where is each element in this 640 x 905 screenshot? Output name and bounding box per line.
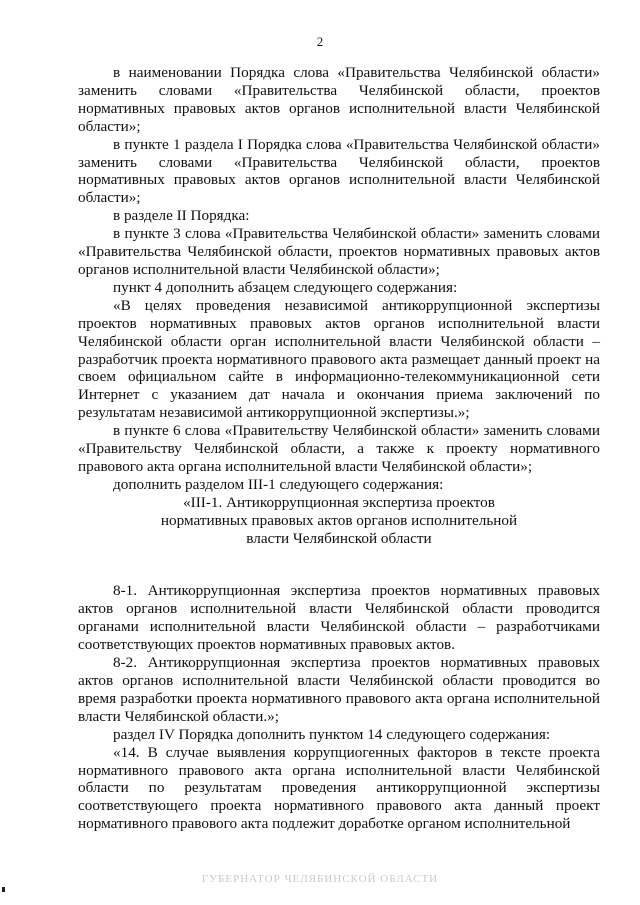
- section-heading: [78, 494, 600, 548]
- paragraph: пункт 4 дополнить абзацем следующего содержания:: [113, 278, 458, 296]
- scan-mark: [2, 887, 5, 892]
- section-heading-line: «III-1. Антикоррупционная экспертиза проектов: [183, 493, 495, 511]
- paragraph: 8-2. Антикоррупционная экспертиза проектов нормативных правовых актов органов исполнительной власти Челябинской области проводится во время разработки проекта нормативного правового акта органа исполнительной власти Челябинской области.»;: [78, 654, 600, 725]
- paragraph: «В целях проведения независимой антикоррупционной экспертизы проектов нормативных правовых актов органов исполнительной власти Челябинской области орган исполнительной власти Челябинской области – разработчик проекта нормативного правового акта размещает данный проект на своем официальном сайте в информационно-телекоммуникационной сети Интернет с указанием дат начала и окончания приема заключений по результатам независимой антикоррупционной экспертизы.»;: [78, 296, 600, 422]
- footer-stamp: ГУБЕРНАТОР ЧЕЛЯБИНСКОЙ ОБЛАСТИ: [201, 873, 439, 885]
- paragraph: дополнить разделом III-1 следующего содержания:: [113, 475, 444, 493]
- paragraph: в пункте 3 слова «Правительства Челябинской области» заменить словами «Правительства Челябинской области, проектов нормативных правовых актов органов исполнительной власти Челябинской области»;: [78, 225, 600, 278]
- paragraph: раздел IV Порядка дополнить пунктом 14 следующего содержания:: [113, 725, 551, 743]
- section-heading-line: нормативных правовых актов органов исполнительной: [160, 511, 518, 529]
- paragraph: «14. В случае выявления коррупциогенных факторов в тексте проекта нормативного правового акта органа исполнительной власти Челябинской области по результатам проведения антикоррупционной экспертизы соответствующего проекта нормативного правового акта данный проект нормативного правового акта подлежит доработке органом исполнительной: [78, 743, 600, 833]
- page-number: 2: [316, 34, 324, 49]
- paragraph: в пункте 6 слова «Правительству Челябинской области» заменить словами «Правительству Челябинской области, а также к проекту нормативного правового акта органа исполнительной власти Челябинской области»;: [78, 422, 600, 475]
- section-heading-line: власти Челябинской области: [246, 529, 432, 547]
- paragraph: в наименовании Порядка слова «Правительства Челябинской области» заменить словами «Правительства Челябинской области, проектов нормативных правовых актов органов исполнительной власти Челябинской области»;: [78, 64, 600, 135]
- paragraph: 8-1. Антикоррупционная экспертиза проектов нормативных правовых актов органов исполнительной власти Челябинской области проводится органами исполнительной власти Челябинской области – разработчиками соответствующих проектов нормативных правовых актов.: [78, 582, 600, 654]
- paragraph: в разделе II Порядка:: [113, 207, 250, 225]
- document-body: [78, 64, 600, 833]
- paragraph: в пункте 1 раздела I Порядка слова «Правительства Челябинской области» заменить словами «Правительства Челябинской области, проектов нормативных правовых актов органов исполнительной власти Челябинской области»;: [78, 135, 600, 207]
- blank-space: [78, 547, 600, 582]
